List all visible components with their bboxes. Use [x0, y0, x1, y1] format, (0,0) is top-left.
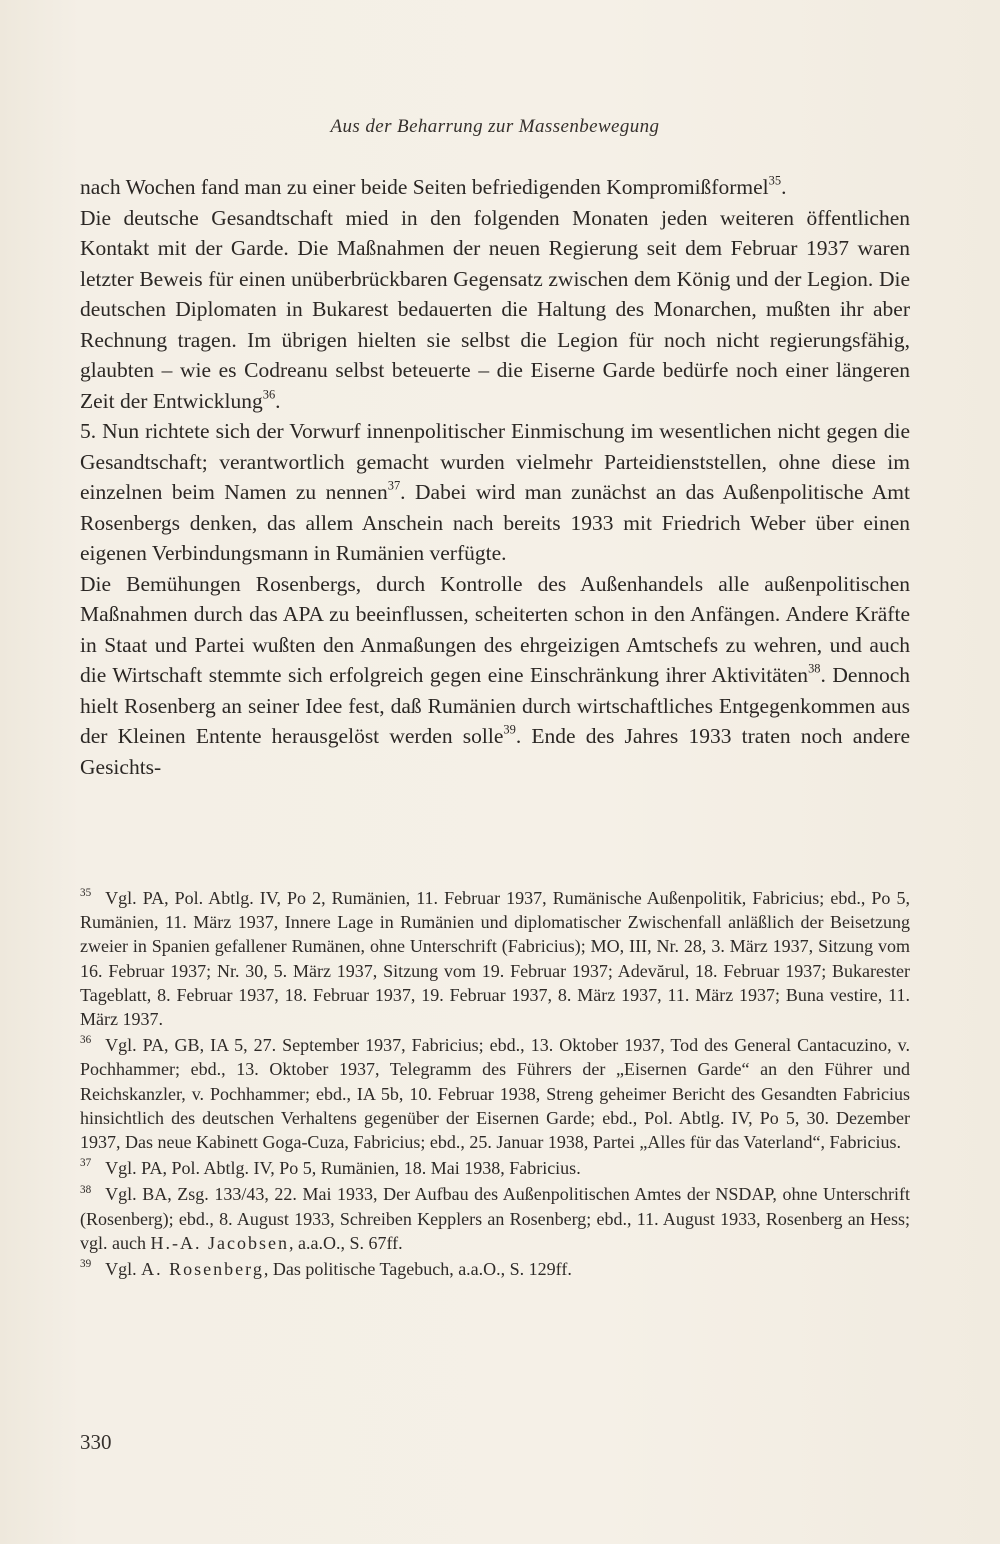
paragraph [80, 416, 910, 569]
text-run: , a.a.O., S. 67ff. [288, 1232, 403, 1253]
main-text [80, 172, 910, 782]
footnote [80, 1156, 910, 1180]
author-name: H.-A. Jacobsen [150, 1232, 289, 1253]
text-run: Vgl. PA, Pol. Abtlg. IV, Po 5, Rumänien, 18. Mai 1938, Fabricius. [105, 1158, 581, 1179]
text-run: nach Wochen fand man zu einer beide Seiten befriedigenden Kompromißformel [80, 175, 769, 199]
footnote [80, 1033, 910, 1154]
text-run: 5. Nun richtete sich der Vorwurf innenpolitischer Einmischung im wesentlichen nicht gegen die Gesandtschaft; verantwortlich gemacht wurden vielmehr Parteidienststellen, ohne diese im einzelnen beim Namen zu nennen [80, 419, 910, 504]
text-run: . [781, 175, 787, 199]
text-run: . Dennoch hielt Rosenberg an seiner Idee fest, daß Rumänien durch wirtschaftliches Entgegenkommen aus der Kleinen Entente herausgelöst werden solle [80, 663, 910, 748]
running-head: Aus der Beharrung zur Massenbewegung [330, 116, 660, 137]
text-run: . Ende des Jahres 1933 traten noch andere Gesichts- [80, 724, 910, 779]
footnote-number: 37 [80, 1157, 92, 1170]
paragraph [80, 203, 910, 417]
page-number: 330 [80, 1430, 112, 1454]
text-run: Vgl. [105, 1259, 142, 1280]
footnote [80, 1182, 910, 1255]
footnote-number: 35 [80, 887, 92, 900]
paragraph [80, 172, 910, 203]
text-run: Vgl. BA, Zsg. 133/43, 22. Mai 1933, Der Aufbau des Außenpolitischen Amtes der NSDAP, ohne Unterschrift (Rosenberg); ebd., 8. August 1933, Schreiben Kepplers an Rosenberg; ebd., 11. August 1933, Rosenberg an Hess; vgl. auch [80, 1184, 910, 1253]
footnote-number: 38 [80, 1183, 92, 1196]
footnote-reference: 39 [503, 722, 516, 737]
text-run: Vgl. PA, GB, IA 5, 27. September 1937, Fabricius; ebd., 13. Oktober 1937, Tod des General Cantacuzino, v. Pochhammer; ebd., 13. Oktober 1937, Telegramm des Führers der „Eisernen Garde“ an den Führer und Reichskanzler, v. Pochhammer; ebd., IA 5b, 10. Februar 1938, Streng geheimer Bericht des Gesandten Fabricius hinsichtlich des deutschen Verhaltens gegenüber der Eisernen Garde; ebd., Pol. Abtlg. IV, Po 5, 30. Dezember 1937, Das neue Kabinett Goga-Cuza, Fabricius; ebd., 25. Januar 1938, Partei „Alles für das Vaterland“, Fabricius. [80, 1035, 910, 1153]
text-run: Die deutsche Gesandtschaft mied in den folgenden Monaten jeden weiteren öffentlichen Kontakt mit der Garde. Die Maßnahmen der neuen Regierung seit dem Februar 1937 waren letzter Beweis für einen unüberbrückbaren Gegensatz zwischen dem König und der Legion. Die deutschen Diplomaten in Bukarest bedauerten die Haltung des Monarchen, mußten ihr aber Rechnung tragen. Im übrigen hielten sie selbst die Legion für noch nicht regierungsfähig, glaubten – wie es Codreanu selbst beteuerte – die Eiserne Garde bedürfe noch einer längeren Zeit der Entwicklung [80, 205, 910, 413]
text-run: . Dabei wird man zunächst an das Außenpolitische Amt Rosenbergs denken, das allem Anschein nach bereits 1933 mit Friedrich Weber über einen eigenen Verbindungsmann in Rumänien verfügte. [80, 480, 910, 565]
text-run: . [275, 388, 281, 413]
footnote-number: 39 [80, 1258, 92, 1271]
footnote-number: 36 [80, 1034, 92, 1047]
footnote [80, 886, 910, 1031]
footnote-reference: 38 [808, 661, 821, 676]
author-name: A. Rosenberg [141, 1259, 264, 1280]
footnote-reference: 36 [262, 387, 276, 402]
footnotes [80, 886, 910, 1283]
text-run: Vgl. PA, Pol. Abtlg. IV, Po 2, Rumänien, 11. Februar 1937, Rumänische Außenpolitik, Fabricius; ebd., Po 5, Rumänien, 11. März 1937, Innere Lage in Rumänien und diplomatischer Zwischenfall anläßlich der Beisetzung zweier in Spanien gefallener Rumänen, ohne Unterschrift (Fabricius); MO, III, Nr. 28, 3. März 1937, Sitzung vom 16. Februar 1937; Nr. 30, 5. März 1937, Sitzung vom 19. Februar 1937; Adevărul, 18. Februar 1937; Bukarester Tageblatt, 8. Februar 1937, 18. Februar 1937, 19. Februar 1937, 8. März 1937, 11. März 1937; Buna vestire, 11. März 1937. [80, 888, 910, 1030]
footnote-reference: 35 [768, 173, 782, 188]
footnote-reference: 37 [387, 478, 401, 493]
footnote [80, 1257, 910, 1281]
text-run: Die Bemühungen Rosenbergs, durch Kontrolle des Außenhandels alle außenpolitischen Maßnahmen durch das APA zu beeinflussen, scheiterten schon in den Anfängen. Andere Kräfte in Staat und Partei wußten den Anmaßungen des ehrgeizigen Amtschefs zu wehren, und auch die Wirtschaft stemmte sich erfolgreich gegen eine Einschränkung ihrer Aktivitäten [80, 571, 910, 687]
text-run: , Das politische Tagebuch, a.a.O., S. 129ff. [263, 1259, 572, 1280]
paragraph [80, 569, 910, 783]
